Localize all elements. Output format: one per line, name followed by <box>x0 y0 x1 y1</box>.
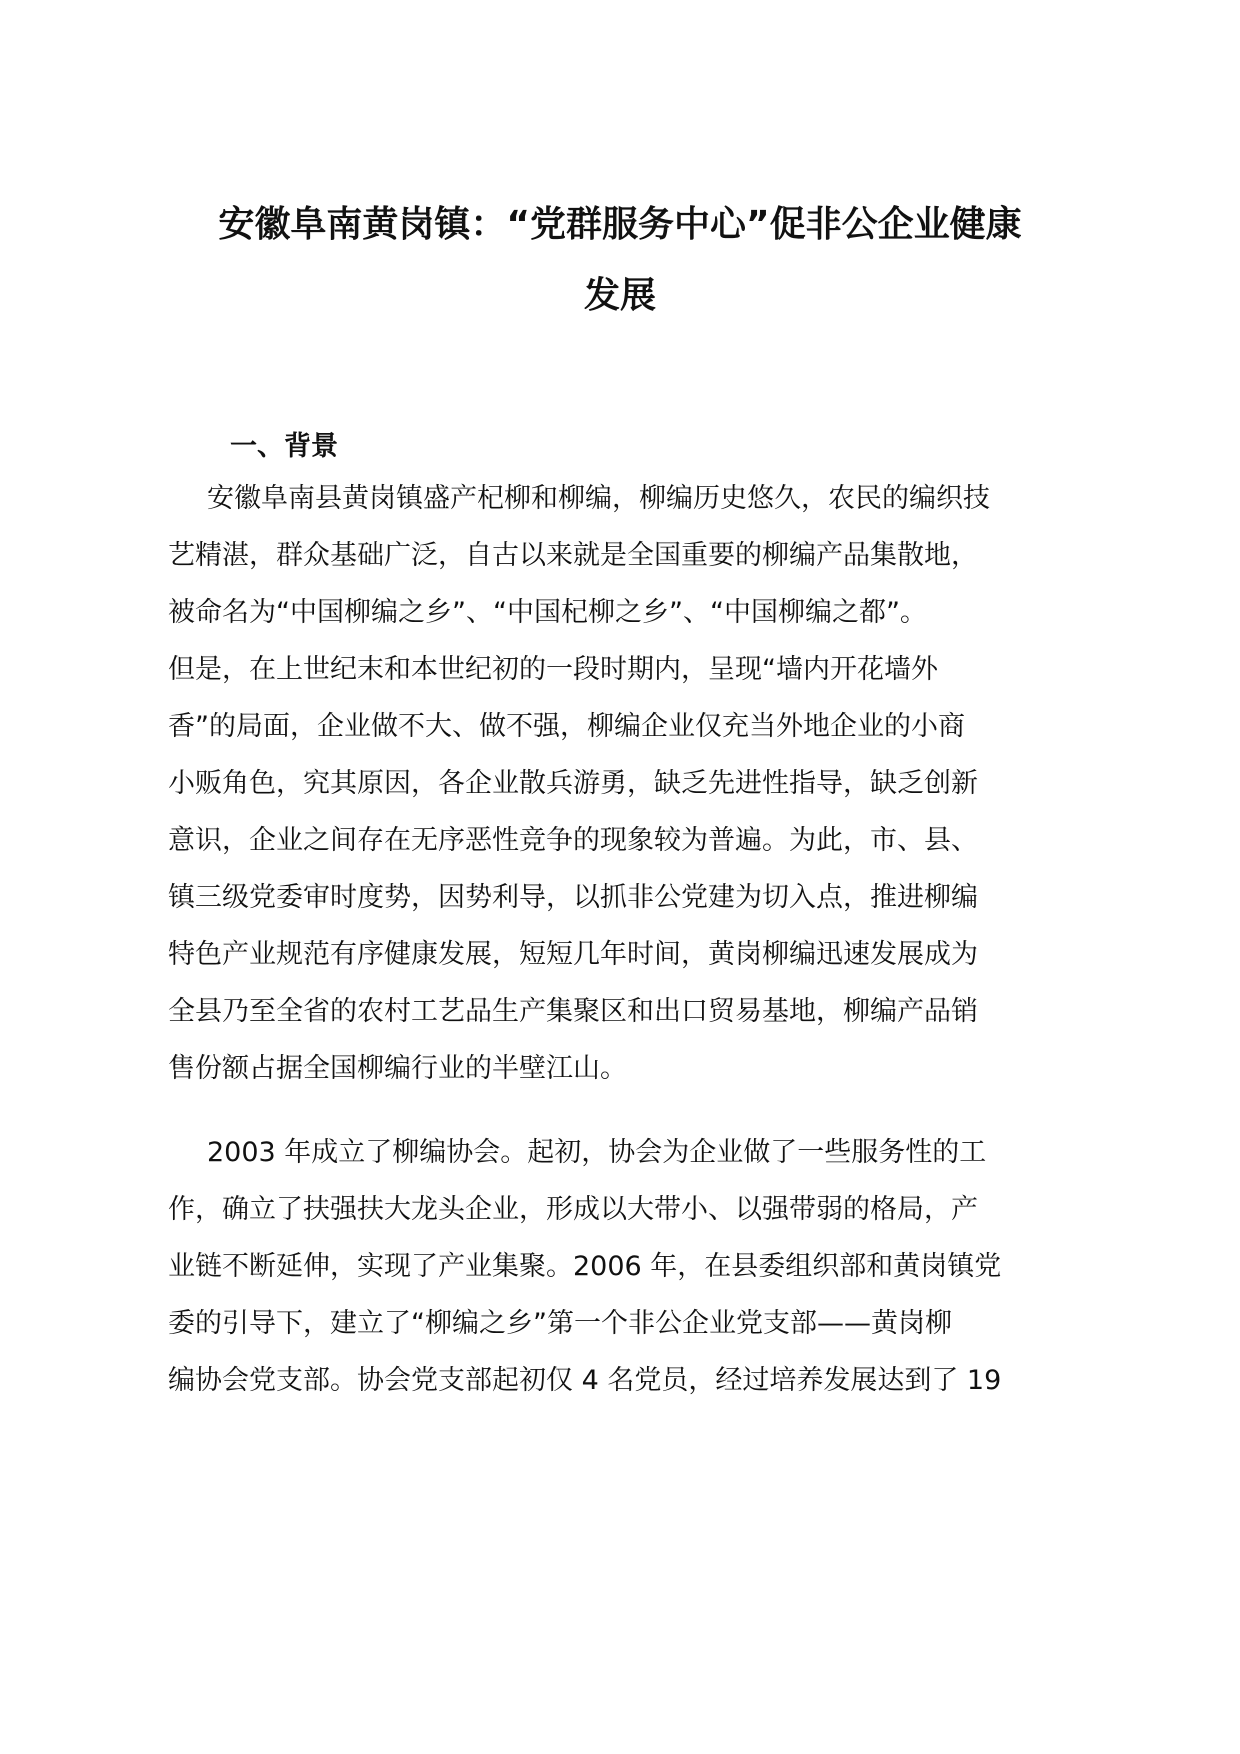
paragraph-1-line: 但是，在上世纪末和本世纪初的一段时期内，呈现“墙内开花墙外 <box>168 654 938 685</box>
paragraph-1-line: 售份额占据全国柳编行业的半壁江山。 <box>168 1053 627 1084</box>
paragraph-2-line: 作，确立了扶强扶大龙头企业，形成以大带小、以强带弱的格局，产 <box>168 1194 978 1225</box>
paragraph-2-line: 2003 年成立了柳编协会。起初，协会为企业做了一些服务性的工 <box>207 1137 987 1168</box>
paragraph-1-line: 艺精湛，群众基础广泛，自古以来就是全国重要的柳编产品集散地， <box>168 540 978 571</box>
paragraph-1-line: 小贩角色，究其原因，各企业散兵游勇，缺乏先进性指导，缺乏创新 <box>168 768 978 799</box>
paragraph-2-line: 委的引导下，建立了“柳编之乡”第一个非公企业党支部——黄岗柳 <box>168 1308 952 1339</box>
document-title-line-1: 安徽阜南黄岗镇：“党群服务中心”促非公企业健康 <box>218 204 1022 245</box>
document-title-line-2: 发展 <box>583 275 656 316</box>
paragraph-1-line: 被命名为“中国柳编之乡”、“中国杞柳之乡”、“中国柳编之都”。 <box>168 597 927 628</box>
paragraph-1-line: 香”的局面，企业做不大、做不强，柳编企业仅充当外地企业的小商 <box>168 711 965 742</box>
paragraph-1-line: 镇三级党委审时度势，因势利导，以抓非公党建为切入点，推进柳编 <box>168 882 978 913</box>
paragraph-2-line: 编协会党支部。协会党支部起初仅 4 名党员，经过培养发展达到了 19 <box>168 1365 1002 1396</box>
paragraph-1-line: 全县乃至全省的农村工艺品生产集聚区和出口贸易基地，柳编产品销 <box>168 996 978 1027</box>
section-heading-background: 一、背景 <box>230 431 338 462</box>
paragraph-1-line: 特色产业规范有序健康发展，短短几年时间，黄岗柳编迅速发展成为 <box>168 939 978 970</box>
paragraph-2-line: 业链不断延伸，实现了产业集聚。2006 年，在县委组织部和黄岗镇党 <box>168 1251 1002 1282</box>
paragraph-1-line: 安徽阜南县黄岗镇盛产杞柳和柳编，柳编历史悠久，农民的编织技 <box>207 483 990 514</box>
paragraph-1-line: 意识，企业之间存在无序恶性竞争的现象较为普遍。为此，市、县、 <box>168 825 978 856</box>
